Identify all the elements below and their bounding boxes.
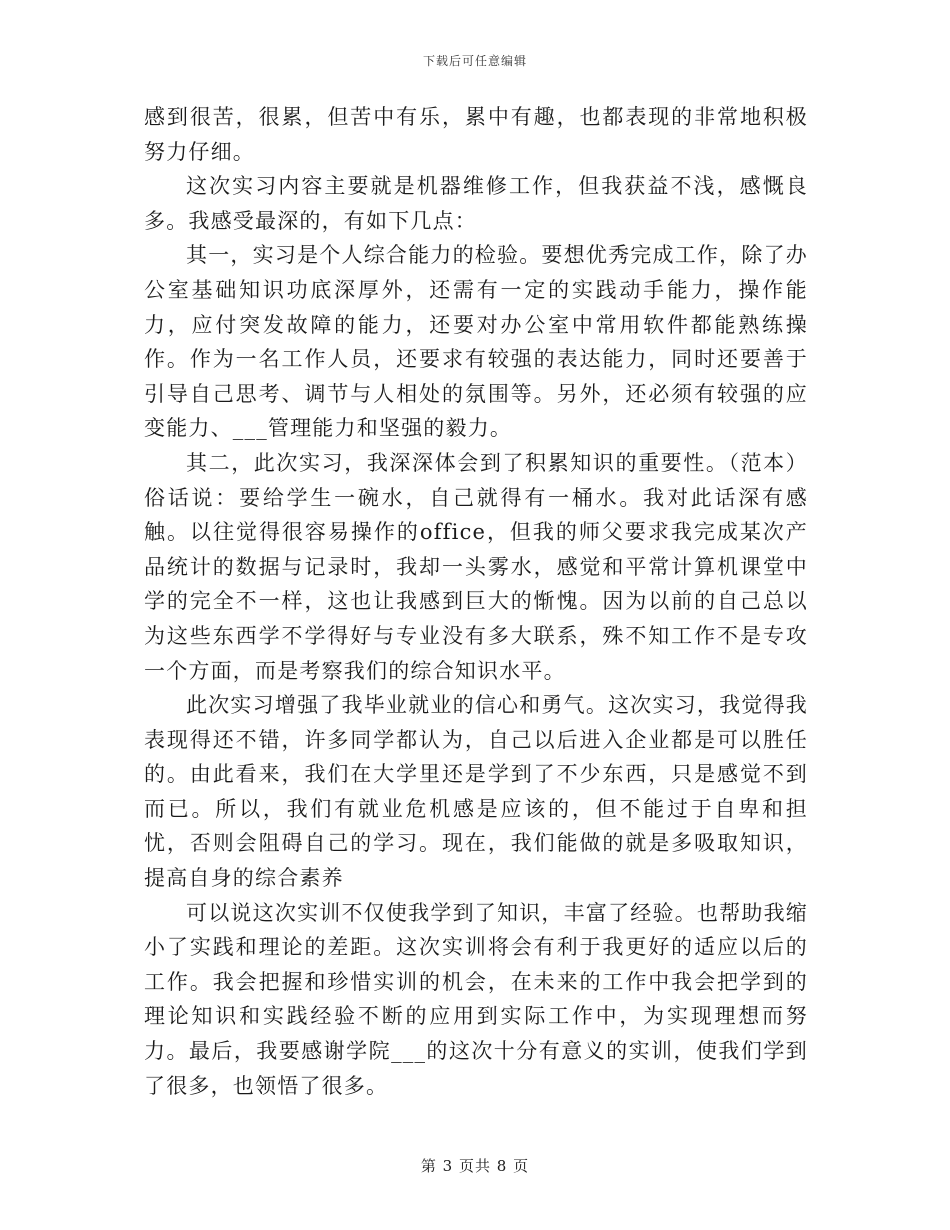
page-header: 下载后可任意编辑 [422,54,527,68]
paragraph-6: 可以说这次实训不仅使我学到了知识，丰富了经验。也帮助我缩小了实践和理论的差距。这次实训将会有利于我更好的适应以后的工作。我会把握和珍惜实训的机会，在未来的工作中我会把学到的理论知识和实践经验不断的应用到实际工作中，为实现理想而努力。最后，我要感谢学院___的这次十分有意义的实训，使我们学到了很多，也领悟了很多。 [144,900,808,1098]
paragraph-2: 这次实习内容主要就是机器维修工作，但我获益不浅，感慨良多。我感受最深的，有如下几点： [144,174,808,233]
paragraph-4: 其二，此次实习，我深深体会到了积累知识的重要性。（范本）俗话说：要给学生一碗水，自己就得有一桶水。我对此话深有感触。以往觉得很容易操作的office，但我的师父要求我完成某次产品统计的数据与记录时，我却一头雾水，感觉和平常计算机课堂中学的完全不一样，这也让我感到巨大的惭愧。因为以前的自己总以为这些东西学不学得好与专业没有多大联系，殊不知工作不是专攻一个方面，而是考察我们的综合知识水平。 [144,450,808,683]
paragraph-5: 此次实习增强了我毕业就业的信心和勇气。这次实习，我觉得我表现得还不错，许多同学都认为，自己以后进入企业都是可以胜任的。由此看来，我们在大学里还是学到了不少东西，只是感觉不到而已。所以，我们有就业危机感是应该的，但不能过于自卑和担忧，否则会阻碍自己的学习。现在，我们能做的就是多吸取知识，提高自身的综合素养 [144,693,808,891]
document-body [144,100,808,1103]
paragraph-3: 其一，实习是个人综合能力的检验。要想优秀完成工作，除了办公室基础知识功底深厚外，还需有一定的实践动手能力，操作能力，应付突发故障的能力，还要对办公室中常用软件都能熟练操作。作为一名工作人员，还要求有较强的表达能力，同时还要善于引导自己思考、调节与人相处的氛围等。另外，还必须有较强的应变能力、___管理能力和坚强的毅力。 [144,243,808,441]
paragraph-1: 感到很苦，很累，但苦中有乐，累中有趣，也都表现的非常地积极努力仔细。 [144,105,808,164]
page-footer: 第 3 页共 8 页 [420,1157,530,1175]
